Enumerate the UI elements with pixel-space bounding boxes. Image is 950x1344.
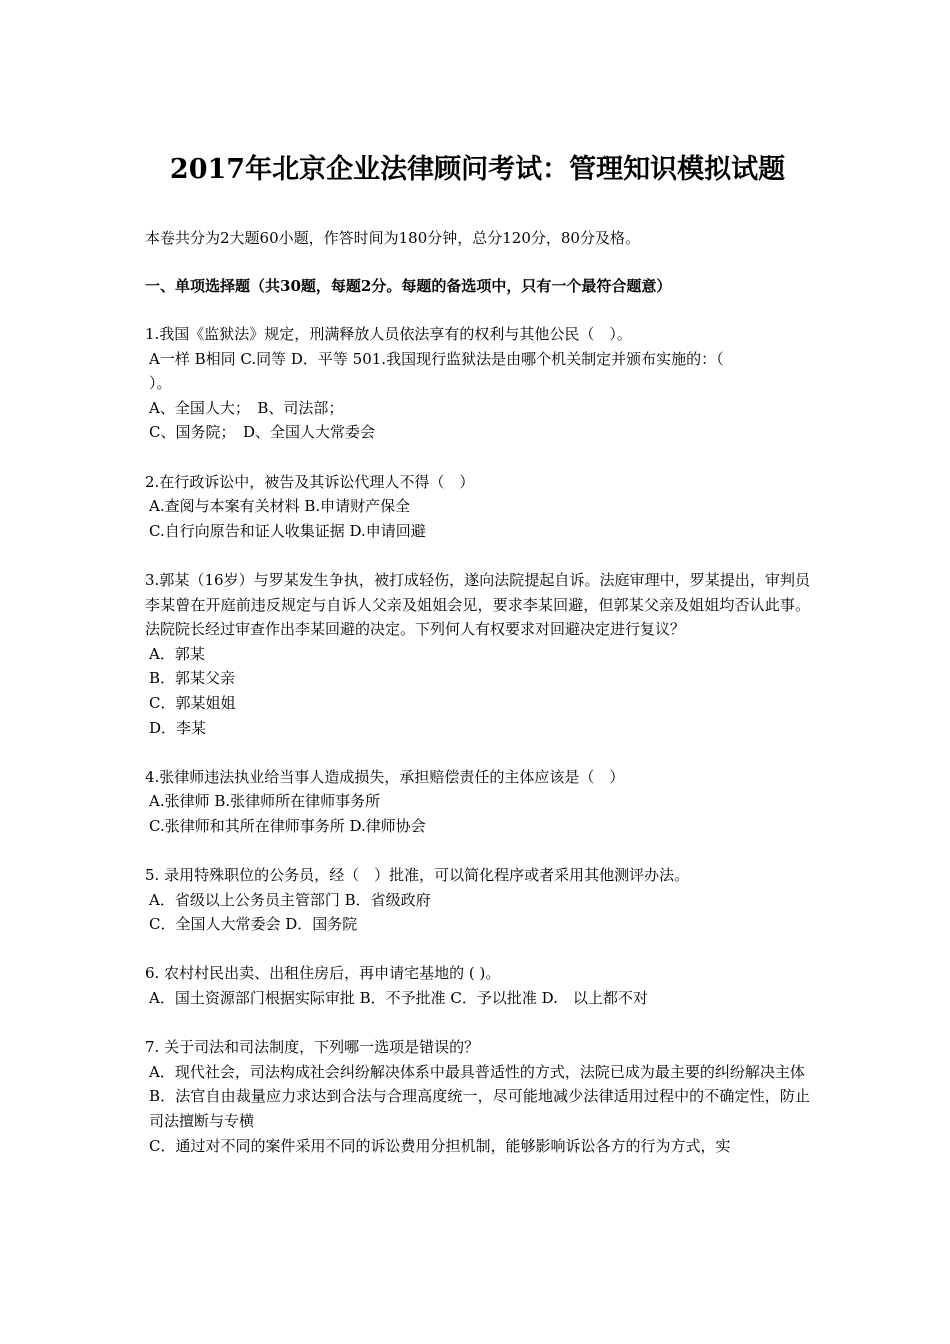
- exam-intro: 本卷共分为2大题60小题，作答时间为180分钟，总分120分，80分及格。: [145, 229, 640, 247]
- question-stem: 3.郭某（16岁）与罗某发生争执，被打成轻伤，遂向法院提起自诉。法庭审理中，罗某提出，审判员李某曾在开庭前违反规定与自诉人父亲及姐姐会见，要求李某回避，但郭某父亲及姐姐均否认此事。法院院长经过审查作出李某回避的决定。下列何人有权要求对回避决定进行复议？: [145, 570, 810, 639]
- document-title: 2017年北京企业法律顾问考试：管理知识模拟试题: [169, 154, 786, 185]
- option-b: B．法官自由裁量应力求达到合法与合理高度统一，尽可能地减少法律适用过程中的不确定性，防止司法擅断与专横: [149, 1087, 810, 1130]
- question-stem: 2.在行政诉讼中，被告及其诉讼代理人不得（ ）: [145, 472, 475, 491]
- question-options: A．国土资源部门根据实际审批 B．不予批准 C．予以批准 D. 以上都不对: [149, 989, 648, 1008]
- option-c: C．通过对不同的案件采用不同的诉讼费用分担机制，能够影响诉讼各方的行为方式，实: [149, 1136, 731, 1155]
- option-b: B．郭某父亲: [149, 669, 236, 688]
- section-heading: 一、单项选择题（共30题，每题2分。每题的备选项中，只有一个最符合题意）: [145, 277, 672, 295]
- question-1: [145, 322, 810, 445]
- question-stem: 7. 关于司法和司法制度，下列哪一选项是错误的？: [145, 1038, 480, 1057]
- question-options: C．全国人大常委会 D．国务院: [149, 915, 358, 934]
- option-c: C．郭某姐姐: [149, 693, 236, 712]
- option-d: D．李某: [149, 718, 207, 737]
- question-options: A.查阅与本案有关材料 B.申请财产保全: [149, 497, 411, 516]
- question-options: C.张律师和其所在律师事务所 D.律师协会: [149, 816, 426, 835]
- question-stem: 6. 农村村民出卖、出租住房后，再申请宅基地的 ( )。: [145, 964, 501, 983]
- question-2: [145, 470, 810, 544]
- question-options: A一样 B相同 C.同等 D．平等 501.我国现行监狱法是由哪个机关制定并颁布实施的：（: [149, 349, 724, 368]
- question-options: A．省级以上公务员主管部门 B．省级政府: [149, 890, 431, 909]
- question-6: [145, 961, 810, 1010]
- question-stem: 4.张律师违法执业给当事人造成损失，承担赔偿责任的主体应该是（ ）: [145, 767, 625, 786]
- option-a: A．现代社会，司法构成社会纠纷解决体系中最具普适性的方式，法院已成为最主要的纠纷解决主体: [149, 1062, 805, 1081]
- question-stem: 1.我国《监狱法》规定，刑满释放人员依法享有的权利与其他公民（ ）。: [145, 325, 632, 343]
- question-stem: 5. 录用特殊职位的公务员，经（ ）批准，可以简化程序或者采用其他测评办法。: [145, 866, 690, 885]
- question-7: [145, 1035, 810, 1158]
- question-3: [145, 568, 810, 740]
- question-continuation: ）。: [149, 374, 172, 393]
- question-options: A、全国人大； B、司法部；: [149, 398, 344, 417]
- question-options: C、国务院； D、全国人大常委会: [149, 423, 376, 442]
- question-list: [145, 322, 810, 1183]
- question-options: A.张律师 B.张律师所在律师事务所: [149, 792, 381, 811]
- option-a: A．郭某: [149, 644, 205, 663]
- question-options: C.自行向原告和证人收集证据 D.申请回避: [149, 521, 426, 540]
- question-4: [145, 765, 810, 839]
- question-5: [145, 863, 810, 937]
